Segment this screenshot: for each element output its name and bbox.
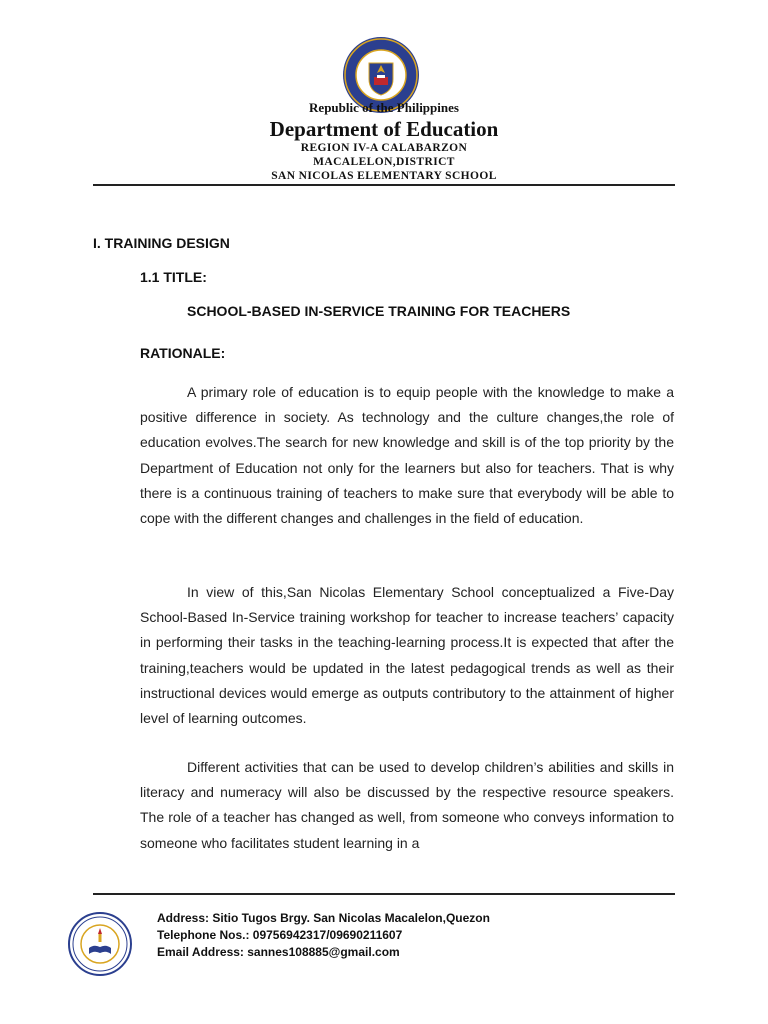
footer-address: Address: Sitio Tugos Brgy. San Nicolas Macalelon,Quezon <box>157 911 490 925</box>
republic-text: Republic of the Philippines <box>309 100 459 115</box>
region-text: REGION IV-A CALABARZON <box>300 142 468 154</box>
footer-divider <box>93 893 675 895</box>
school-name: SAN NICOLAS ELEMENTARY SCHOOL <box>271 170 497 182</box>
training-title: SCHOOL-BASED IN-SERVICE TRAINING FOR TEACHERS <box>187 303 571 319</box>
rationale-paragraph-1: A primary role of education is to equip people with the knowledge to make a positive difference in society. As technology and the culture changes,the role of education evolves.The search for new knowledge and skill is of the top priority by the Department of Education not only for the learners but also for teachers. That is why there is a continuous training of teachers to make sure that everybody will be able to cope with the different changes and challenges in the field of education. <box>140 384 674 527</box>
header-divider <box>93 184 675 186</box>
section-heading: I. TRAINING DESIGN <box>93 235 230 251</box>
rationale-paragraph-2: In view of this,San Nicolas Elementary School conceptualized a Five-Day School-Based In-Service training workshop for teacher to increase teachers’ capacity in performing their tasks in the teaching-learning process.It is expected that after the training,teachers would be updated in the latest pedagogical trends as well as their instructional devices would emerge as outputs contributory to the attainment of higher level of learning outcomes. <box>140 584 674 727</box>
rationale-heading: RATIONALE: <box>140 345 226 361</box>
district-text: MACALELON,DISTRICT <box>313 156 455 168</box>
footer-email: Email Address: sannes108885@gmail.com <box>157 945 400 959</box>
school-seal-icon <box>68 912 132 976</box>
footer-telephone: Telephone Nos.: 09756942317/09690211607 <box>157 928 403 942</box>
rationale-paragraph-3: Different activities that can be used to develop children’s abilities and skills in literacy and numeracy will also be discussed by the respective resource speakers. The role of a teacher has changed as well, from someone who conveys information to someone who facilitates student learning in a <box>140 759 674 851</box>
subsection-title-label: 1.1 TITLE: <box>140 269 207 285</box>
department-title: Department of Education <box>269 117 499 141</box>
